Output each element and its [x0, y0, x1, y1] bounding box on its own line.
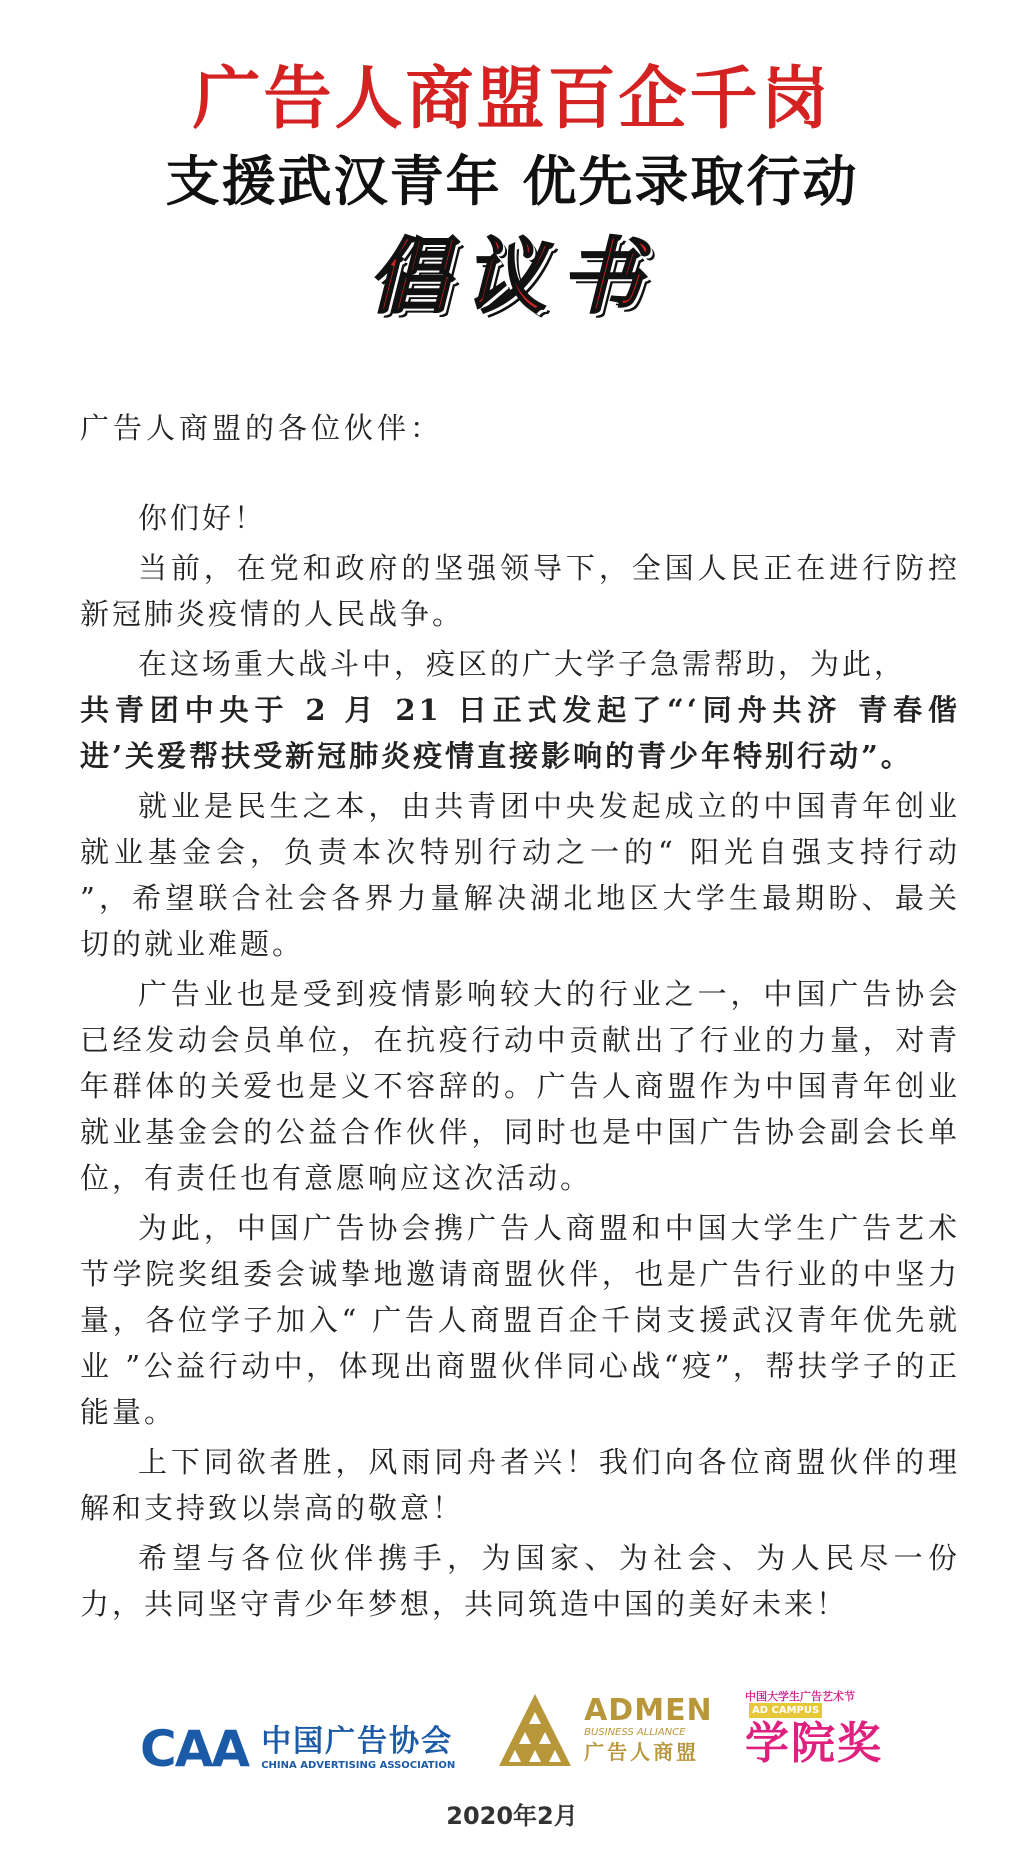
- title-line-2: 支援武汉青年 优先录取行动: [165, 150, 859, 213]
- paragraph-employment: 就业是民生之本，由共青团中央发起成立的中国青年创业就业基金会，负责本次特别行动之一的“ 阳光自强支持行动 ”，希望联合社会各界力量解决湖北地区大学生最期盼、最关切的就业难题。: [80, 789, 960, 961]
- document-date: 2020年2月: [446, 1802, 578, 1830]
- admen-triangle-icon: [495, 1690, 575, 1770]
- xueyuanjiang-logo: [745, 1690, 895, 1770]
- admen-name-cn: 广告人商盟: [584, 1740, 700, 1764]
- xyj-festival-name: 中国大学生广告艺术节: [745, 1690, 855, 1703]
- paragraph-hope: 希望与各位伙伴携手，为国家、为社会、为人民尽一份力，共同坚守青少年梦想，共同筑造中国的美好未来！: [80, 1541, 960, 1621]
- admen-name: ADMEN: [584, 1693, 713, 1728]
- paragraph-industry: 广告业也是受到疫情影响较大的行业之一，中国广告协会已经发动会员单位，在抗疫行动中贡献出了行业的力量，对青年群体的关爱也是义不容辞的。广告人商盟作为中国青年创业就业基金会的公益合作伙伴，同时也是中国广告协会副会长单位，有责任也有意愿响应这次活动。: [80, 977, 960, 1195]
- paragraph-hello: 你们好！: [138, 501, 267, 535]
- letter-body: [80, 495, 960, 1631]
- title-proposal: 倡议书: [368, 230, 656, 325]
- paragraph-current: 当前，在党和政府的坚强领导下，全国人民正在进行防控新冠肺炎疫情的人民战争。: [80, 551, 960, 631]
- paragraph-battle: 在这场重大战斗中，疫区的广大学子急需帮助，为此，: [138, 647, 907, 681]
- admen-logo: [495, 1690, 713, 1770]
- letter-greeting: 广告人商盟的各位伙伴：: [80, 411, 444, 445]
- caa-text: [261, 1725, 455, 1773]
- paragraph-invitation: 为此，中国广告协会携广告人商盟和中国大学生广告艺术节学院奖组委会诚挚地邀请商盟伙伴，也是广告行业的中坚力量，各位学子加入“ 广告人商盟百企千岗支援武汉青年优先就业 ”公益行动中，体现出商盟伙伴同心战“疫”，帮扶学子的正能量。: [80, 1211, 960, 1429]
- logo-strip: [0, 1690, 1024, 1800]
- xyj-name: 学院奖: [745, 1718, 883, 1769]
- paragraph-youth-league: 共青团中央于 2 月 21 日正式发起了“‘同舟共济 青春偕进’关爱帮扶受新冠肺炎疫情直接影响的青少年特别行动”。: [80, 693, 960, 773]
- xyj-badge: AD CAMPUS: [749, 1703, 822, 1718]
- title-line-1: 广告人商盟百企千岗: [192, 60, 832, 139]
- caa-name-en: CHINA ADVERTISING ASSOCIATION: [261, 1760, 456, 1771]
- caa-mark: CAA: [140, 1720, 249, 1778]
- caa-name-cn: 中国广告协会: [261, 1724, 454, 1759]
- caa-logo: [140, 1720, 455, 1778]
- paragraph-respect: 上下同欲者胜，风雨同舟者兴！我们向各位商盟伙伴的理解和支持致以崇高的敬意！: [80, 1445, 960, 1525]
- admen-text: [584, 1695, 713, 1765]
- admen-sub: BUSINESS ALLIANCE: [584, 1727, 686, 1738]
